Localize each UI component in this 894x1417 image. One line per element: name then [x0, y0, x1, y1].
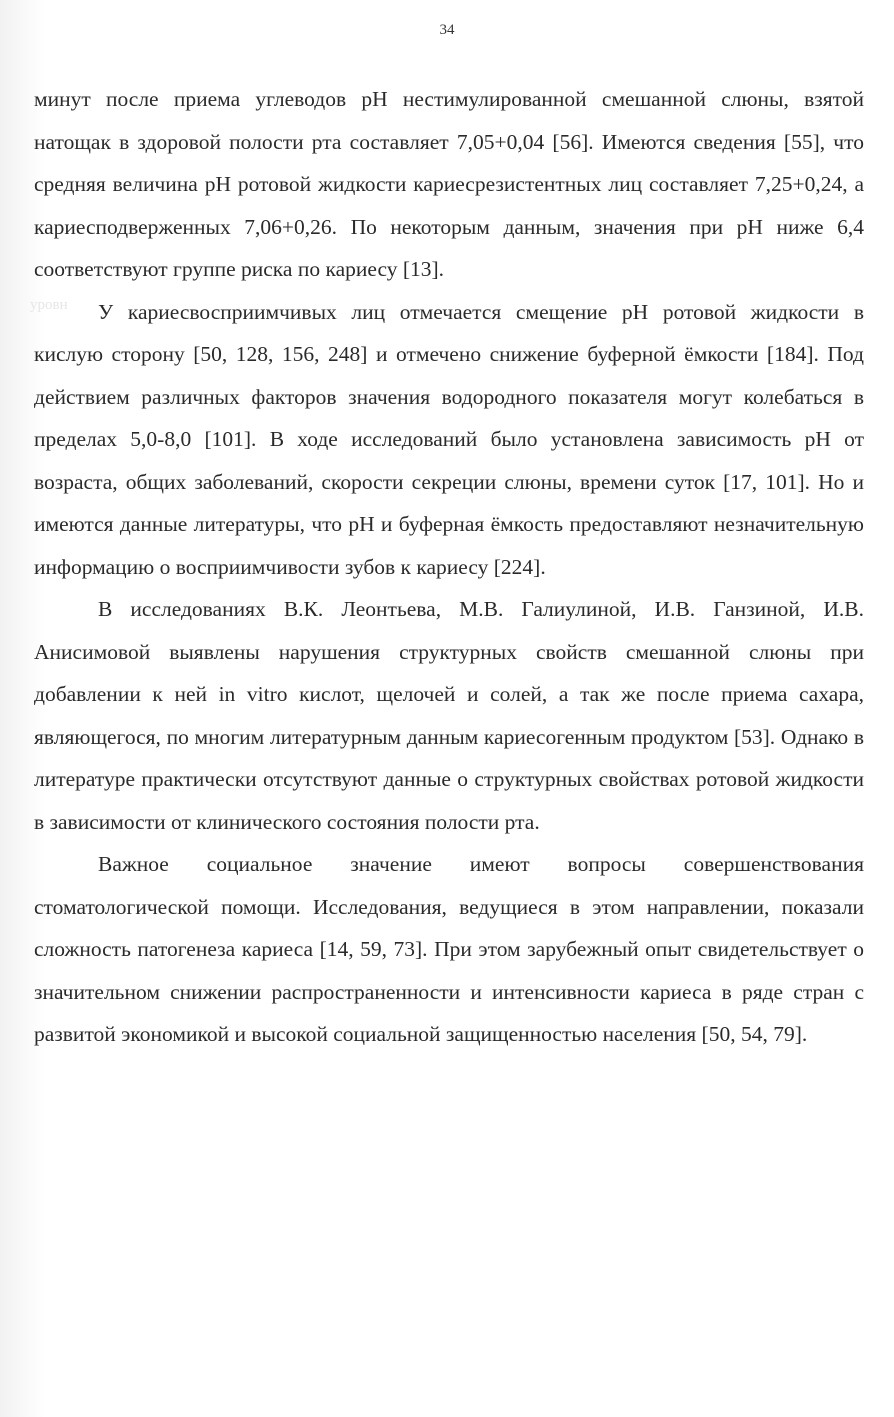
paragraph-1: минут после приема углеводов рН нестимулированной смешанной слюны, взятой натощак в здоровой полости рта составляет 7,05+0,04 [56]. Имеются сведения [55], что средняя величина рН ротовой жидкости кариесрезистентных лиц составляет 7,25+0,24, а кариесподверженных 7,06+0,26. По некоторым данным, значения при рН ниже 6,4 соответствуют группе риска по кариесу [13]. — [34, 87, 864, 281]
body-text — [34, 78, 864, 1056]
bleed-through-text: уровн — [30, 297, 68, 313]
paragraph-2: У кариесвосприимчивых лиц отмечается смещение рН ротовой жидкости в кислую сторону [50, 128, 156, 248] и отмечено снижение буферной ёмкости [184]. Под действием различных факторов значения водородного показателя могут колебаться в пределах 5,0-8,0 [101]. В ходе исследований было установлена зависимость рН от возраста, общих заболеваний, скорости секреции слюны, времени суток [17, 101]. Но и имеются данные литературы, что рН и буферная ёмкость предоставляют незначительную информацию о восприимчивости зубов к кариесу [224]. — [34, 299, 864, 579]
page-number: 34 — [439, 22, 455, 38]
paragraph-3: В исследованиях В.К. Леонтьева, М.В. Галиулиной, И.В. Ганзиной, И.В. Анисимовой выявлены нарушения структурных свойств смешанной слюны при добавлении к ней in vitro кислот, щелочей и солей, а так же после приема сахара, являющегося, по многим литературным данным кариесогенным продуктом [53]. Однако в литературе практически отсутствуют данные о структурных свойствах ротовой жидкости в зависимости от клинического состояния полости рта. — [34, 597, 864, 834]
paragraph-4: Важное социальное значение имеют вопросы совершенствования стоматологической помощи. Исследования, ведущиеся в этом направлении, показали сложность патогенеза кариеса [14, 59, 73]. При этом зарубежный опыт свидетельствует о значительном снижении распространенности и интенсивности кариеса в ряде стран с развитой экономикой и высокой социальной защищенностью населения [50, 54, 79]. — [34, 852, 864, 1046]
